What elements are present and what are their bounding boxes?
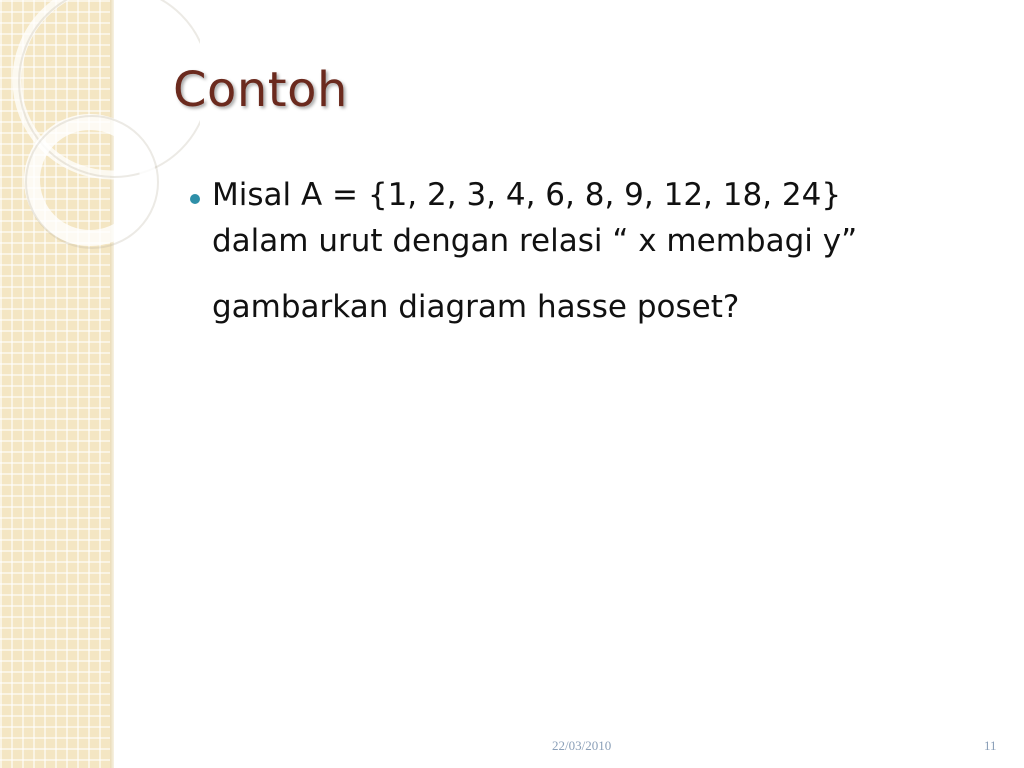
bullet-line-3: gambarkan diagram hasse poset? [212, 289, 740, 325]
decorative-circles [0, 0, 200, 260]
bullet-line-2: dalam urut dengan relasi “ x membagi y” [212, 223, 858, 259]
bullet-list [190, 172, 980, 330]
footer-date: 22/03/2010 [552, 738, 612, 753]
bullet-line-1: Misal A = {1, 2, 3, 4, 6, 8, 9, 12, 18, 24} [212, 177, 842, 213]
slide-title: Contoh [173, 62, 348, 118]
bullet-item [190, 172, 980, 330]
decorative-circle-small-shadow [26, 116, 158, 248]
decorative-circle-small [32, 122, 148, 238]
bullet-dot-icon [190, 194, 200, 204]
page-number: 11 [984, 738, 997, 753]
